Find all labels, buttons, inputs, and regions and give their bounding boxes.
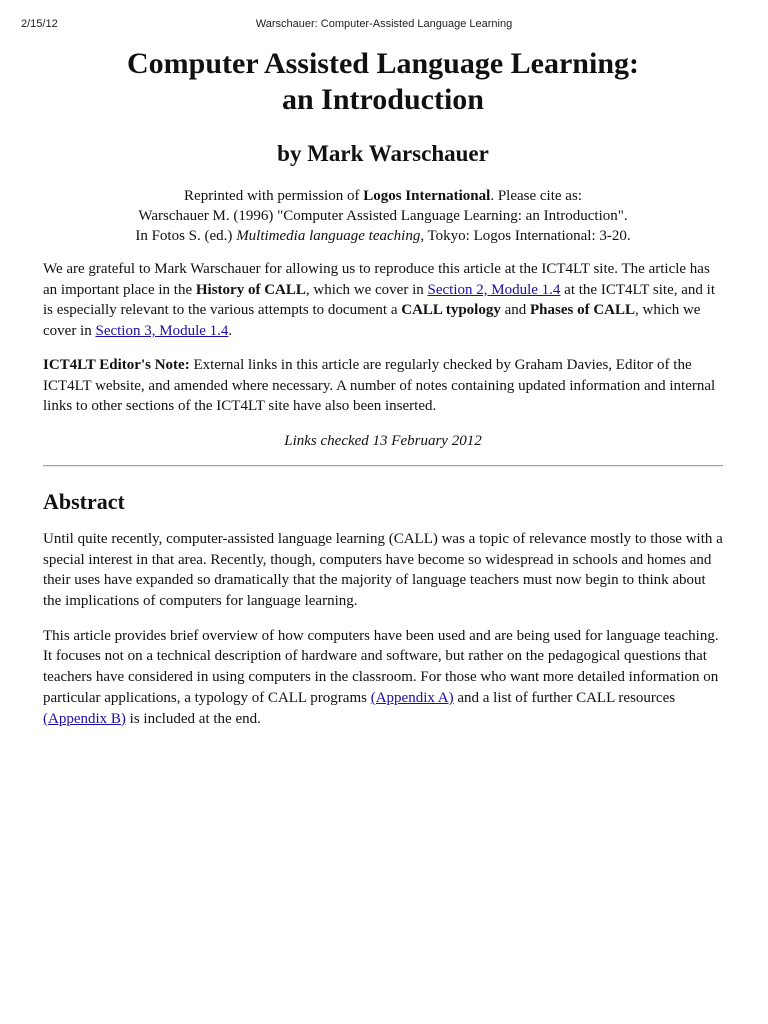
- print-date: 2/15/12: [21, 18, 58, 30]
- phases-of-call-term: Phases of CALL: [530, 302, 636, 319]
- publisher-name: Logos International: [363, 188, 491, 204]
- article-title-line-2: an Introduction: [281, 83, 484, 116]
- abstract-paragraph-1: Until quite recently, computer-assisted language learning (CALL) was a topic of relevance mostly to those with a special interest in that area. Recently, though, computers have become so widespread in schools and homes and their uses have expanded so dramatically that the majority of language teachers must now begin to think about the implications of computers for language learning.: [43, 530, 723, 610]
- section-divider: [43, 465, 723, 467]
- abstract-paragraph-2: [43, 626, 723, 730]
- links-checked-note: Links checked 13 February 2012: [284, 432, 482, 449]
- citation-line-2: Warschauer M. (1996) "Computer Assisted Language Learning: an Introduction".: [138, 208, 628, 224]
- author-byline: by Mark Warschauer: [277, 141, 489, 166]
- intro-text: , which we cover in: [43, 302, 701, 340]
- citation-text: In Fotos S. (ed.): [135, 228, 237, 244]
- call-typology-term: CALL typology: [401, 302, 501, 319]
- section-2-module-link[interactable]: Section 2, Module 1.4: [427, 281, 561, 298]
- abstract-text: This article provides brief overview of how computers have been used and are being used for language teaching. It focuses not on a technical description of hardware and software, but rather on the pedagogical questions that teachers have considered in using computers in the classroom. For those who want more detailed information on particular applications, a typology of CALL programs: [43, 627, 719, 706]
- appendix-b-link[interactable]: (Appendix B): [43, 710, 126, 727]
- citation-line-3: [43, 226, 723, 246]
- intro-text: at the ICT4LT site, and it is especially relevant to the various attempts to document a: [43, 281, 715, 319]
- abstract-text: is included at the end.: [125, 710, 261, 727]
- article-title: [43, 46, 723, 118]
- section-3-module-link[interactable]: Section 3, Module 1.4: [95, 323, 229, 340]
- citation-text: , Tokyo: Logos International: 3-20.: [420, 228, 631, 244]
- print-page-title: Warschauer: Computer-Assisted Language Learning: [255, 18, 513, 30]
- editor-note-paragraph: [43, 355, 723, 417]
- appendix-a-link[interactable]: (Appendix A): [370, 689, 454, 706]
- intro-text: We are grateful to Mark Warschauer for allowing us to reproduce this article at the ICT4LT site. The article has an important place in the: [43, 261, 710, 298]
- print-header: [21, 18, 747, 32]
- intro-text: and: [500, 302, 531, 319]
- abstract-heading: Abstract: [43, 488, 125, 514]
- article-title-line-1: Computer Assisted Language Learning:: [127, 47, 639, 80]
- abstract-text: and a list of further CALL resources: [453, 689, 676, 706]
- citation-line-1: [43, 186, 723, 206]
- citation-block: [43, 186, 723, 246]
- intro-text: , which we cover in: [305, 281, 428, 298]
- citation-text: . Please cite as:: [490, 188, 582, 204]
- book-title: Multimedia language teaching: [236, 228, 421, 244]
- intro-text: .: [228, 323, 233, 340]
- citation-text: Reprinted with permission of: [184, 188, 364, 204]
- article-content: [43, 46, 723, 729]
- editor-note-text: External links in this article are regularly checked by Graham Davies, Editor of the ICT4LT website, and amended where necessary. A number of notes containing updated information and internal links to other sections of the ICT4LT site have also been inserted.: [43, 356, 716, 415]
- intro-paragraph: [43, 259, 723, 342]
- history-of-call-term: History of CALL: [195, 281, 306, 298]
- editor-note-label: ICT4LT Editor's Note:: [43, 356, 190, 373]
